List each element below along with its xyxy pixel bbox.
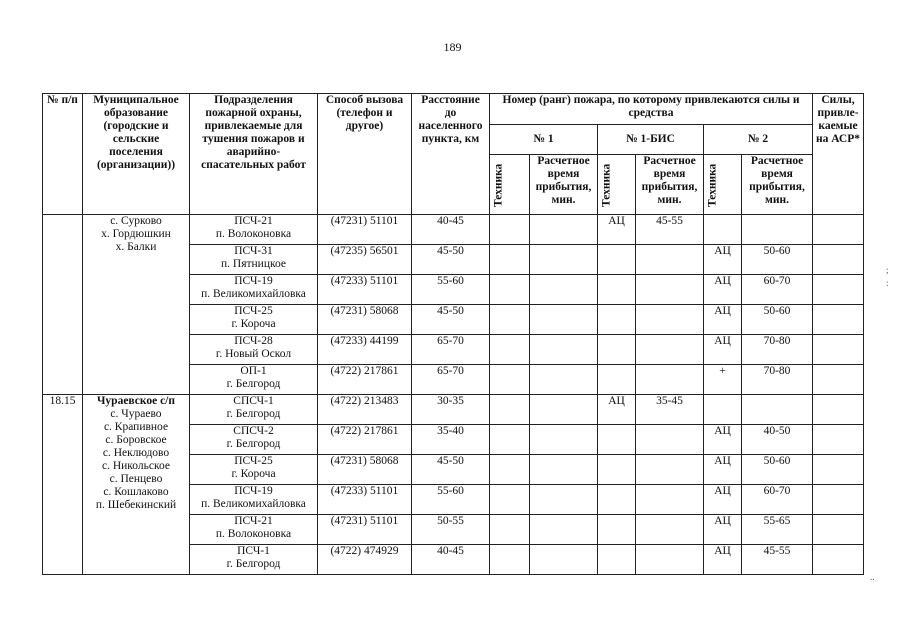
rank2-time-cell: 50-60 xyxy=(742,455,813,485)
rank1bis-tech-cell xyxy=(598,335,636,365)
asr-cell xyxy=(813,455,864,485)
rank1-tech-cell xyxy=(490,485,530,515)
header-asr: Силы, привле-каемые на АСР* xyxy=(813,94,864,215)
rank1-time-cell xyxy=(530,455,598,485)
rank2-tech-cell: АЦ xyxy=(704,335,742,365)
settlement-name: с. Никольское xyxy=(101,460,170,472)
phone-cell: (4722) 213483 xyxy=(318,395,412,425)
rank1-tech-cell xyxy=(490,365,530,395)
unit-name: ПСЧ-1 xyxy=(237,545,270,557)
unit-place: г. Белгород xyxy=(226,378,281,390)
rank1bis-tech-cell xyxy=(598,485,636,515)
rank2-time-cell xyxy=(742,215,813,245)
unit-place: г. Белгород xyxy=(226,558,281,570)
phone-cell: (47235) 56501 xyxy=(318,245,412,275)
rank1bis-time-cell xyxy=(636,545,704,575)
unit-cell xyxy=(190,215,318,245)
unit-place: г. Белгород xyxy=(226,408,281,420)
rank1-time-cell xyxy=(530,365,598,395)
rank2-time-cell: 50-60 xyxy=(742,305,813,335)
rank2-tech-cell xyxy=(704,215,742,245)
rank1-time-cell xyxy=(530,275,598,305)
rank1bis-time-cell: 45-55 xyxy=(636,215,704,245)
header-num: № п/п xyxy=(43,94,83,215)
unit-cell xyxy=(190,305,318,335)
unit-place: г. Белгород xyxy=(226,438,281,450)
unit-cell xyxy=(190,245,318,275)
phone-cell: (47231) 51101 xyxy=(318,215,412,245)
distance-cell: 50-55 xyxy=(412,515,490,545)
unit-name: ПСЧ-21 xyxy=(234,515,273,527)
distance-cell: 45-50 xyxy=(412,305,490,335)
unit-place: п. Волоконовка xyxy=(215,228,292,240)
rank1bis-time-cell xyxy=(636,305,704,335)
asr-cell xyxy=(813,515,864,545)
rank1-time-cell xyxy=(530,425,598,455)
distance-cell: 45-50 xyxy=(412,455,490,485)
unit-name: ОП-1 xyxy=(240,365,267,377)
asr-cell xyxy=(813,215,864,245)
unit-place: п. Великомихайловка xyxy=(201,498,306,510)
settlement-name: с. Боровское xyxy=(105,434,167,446)
header-rank-1: № 1 xyxy=(490,125,598,155)
rank1bis-tech-cell: АЦ xyxy=(598,215,636,245)
phone-cell: (47233) 51101 xyxy=(318,275,412,305)
municipal-title: Чураевское с/п xyxy=(96,395,176,407)
rank1bis-tech-cell xyxy=(598,245,636,275)
rank2-time-cell: 55-65 xyxy=(742,515,813,545)
rank1-tech-cell xyxy=(490,515,530,545)
rank1bis-time-cell xyxy=(636,275,704,305)
unit-name: ПСЧ-31 xyxy=(234,245,273,257)
unit-cell xyxy=(190,455,318,485)
rank1-time-cell xyxy=(530,395,598,425)
rank2-time-cell: 70-80 xyxy=(742,365,813,395)
rank2-time-cell: 45-55 xyxy=(742,545,813,575)
asr-cell xyxy=(813,335,864,365)
header-time-2: Расчетное время прибытия, мин. xyxy=(742,155,813,215)
asr-cell xyxy=(813,245,864,275)
rank1-tech-cell xyxy=(490,245,530,275)
unit-cell xyxy=(190,515,318,545)
unit-place: г. Короча xyxy=(231,318,276,330)
unit-name: СПСЧ-2 xyxy=(233,425,274,437)
unit-cell xyxy=(190,425,318,455)
rank1bis-time-cell: 35-45 xyxy=(636,395,704,425)
table-row xyxy=(43,395,864,425)
header-distance: Расстояние до населенного пункта, км xyxy=(412,94,490,215)
rank1-tech-cell xyxy=(490,545,530,575)
header-tech-2: Техника xyxy=(704,155,742,215)
asr-cell xyxy=(813,395,864,425)
rank2-time-cell: 70-80 xyxy=(742,335,813,365)
rank1bis-time-cell xyxy=(636,515,704,545)
phone-cell: (47231) 51101 xyxy=(318,515,412,545)
settlement-name: с. Чураево xyxy=(110,408,162,420)
rank2-time-cell: 40-50 xyxy=(742,425,813,455)
unit-place: п. Великомихайловка xyxy=(201,288,306,300)
settlement-name: х. Балки xyxy=(115,241,157,253)
rank1-time-cell xyxy=(530,545,598,575)
settlement-name: с. Неклюдово xyxy=(102,447,170,459)
rank1-time-cell xyxy=(530,485,598,515)
rank2-tech-cell: АЦ xyxy=(704,305,742,335)
unit-place: г. Новый Оскол xyxy=(215,348,292,360)
unit-name: ПСЧ-25 xyxy=(234,455,273,467)
rank1-time-cell xyxy=(530,515,598,545)
unit-cell xyxy=(190,395,318,425)
rank1bis-time-cell xyxy=(636,335,704,365)
row-number xyxy=(43,215,83,395)
row-number: 18.15 xyxy=(43,395,83,575)
rank1bis-tech-cell xyxy=(598,425,636,455)
rank1-tech-cell xyxy=(490,275,530,305)
settlement-name: с. Сурково xyxy=(110,215,162,227)
header-call: Способ вызова (телефон и другое) xyxy=(318,94,412,215)
unit-cell xyxy=(190,545,318,575)
unit-name: ПСЧ-21 xyxy=(234,215,273,227)
distance-cell: 35-40 xyxy=(412,425,490,455)
rank2-tech-cell: АЦ xyxy=(704,275,742,305)
phone-cell: (4722) 217861 xyxy=(318,365,412,395)
unit-cell xyxy=(190,335,318,365)
rank1-tech-cell xyxy=(490,335,530,365)
asr-cell xyxy=(813,545,864,575)
unit-cell xyxy=(190,275,318,305)
unit-name: ПСЧ-19 xyxy=(234,275,273,287)
header-time-1bis: Расчетное время прибытия, мин. xyxy=(636,155,704,215)
rank1bis-tech-cell xyxy=(598,455,636,485)
distance-cell: 40-45 xyxy=(412,215,490,245)
rank1bis-tech-cell xyxy=(598,545,636,575)
rank1bis-tech-cell xyxy=(598,365,636,395)
phone-cell: (47233) 51101 xyxy=(318,485,412,515)
header-municipal: Муниципальное образование (городские и сельские поселения (организации)) xyxy=(83,94,190,215)
margin-mark: ; xyxy=(886,265,889,275)
rank1-tech-cell xyxy=(490,305,530,335)
unit-place: п. Пятницкое xyxy=(221,258,286,270)
rank2-time-cell: 60-70 xyxy=(742,275,813,305)
rank1bis-time-cell xyxy=(636,455,704,485)
header-rank-1bis: № 1-БИС xyxy=(598,125,704,155)
rank1bis-tech-cell xyxy=(598,515,636,545)
asr-cell xyxy=(813,365,864,395)
margin-mark: .. xyxy=(870,572,875,582)
header-fire-rank: Номер (ранг) пожара, по которому привлекаются силы и средства xyxy=(490,94,813,125)
unit-name: ПСЧ-25 xyxy=(234,305,273,317)
rank2-time-cell: 50-60 xyxy=(742,245,813,275)
rank1bis-time-cell xyxy=(636,365,704,395)
rank2-tech-cell: АЦ xyxy=(704,245,742,275)
header-rank-2: № 2 xyxy=(704,125,813,155)
unit-name: ПСЧ-28 xyxy=(234,335,273,347)
rank1bis-time-cell xyxy=(636,485,704,515)
distance-cell: 40-45 xyxy=(412,545,490,575)
asr-cell xyxy=(813,485,864,515)
phone-cell: (4722) 217861 xyxy=(318,425,412,455)
rank1bis-tech-cell: АЦ xyxy=(598,395,636,425)
rank2-time-cell: 60-70 xyxy=(742,485,813,515)
rank1-time-cell xyxy=(530,215,598,245)
rank1bis-time-cell xyxy=(636,425,704,455)
unit-place: п. Волоконовка xyxy=(215,528,292,540)
rank1-tech-cell xyxy=(490,425,530,455)
rank2-tech-cell: АЦ xyxy=(704,425,742,455)
asr-cell xyxy=(813,275,864,305)
phone-cell: (47231) 58068 xyxy=(318,455,412,485)
header-time-1: Расчетное время прибытия, мин. xyxy=(530,155,598,215)
municipal-cell xyxy=(83,215,190,395)
rank2-tech-cell: + xyxy=(704,365,742,395)
rank1-time-cell xyxy=(530,305,598,335)
asr-cell xyxy=(813,425,864,455)
settlement-name: п. Шебекинский xyxy=(95,499,177,511)
rank2-tech-cell xyxy=(704,395,742,425)
distance-cell: 45-50 xyxy=(412,245,490,275)
settlement-name: с. Пенцево xyxy=(109,473,163,485)
rank1-time-cell xyxy=(530,335,598,365)
unit-cell xyxy=(190,485,318,515)
margin-mark: : xyxy=(886,278,889,288)
page-number: 189 xyxy=(443,40,462,54)
rank1bis-tech-cell xyxy=(598,275,636,305)
rank1-tech-cell xyxy=(490,215,530,245)
header-tech-1: Техника xyxy=(490,155,530,215)
phone-cell: (4722) 474929 xyxy=(318,545,412,575)
settlement-name: х. Гордюшкин xyxy=(101,228,171,240)
distance-cell: 65-70 xyxy=(412,335,490,365)
asr-cell xyxy=(813,305,864,335)
unit-place: г. Короча xyxy=(231,468,276,480)
rank1bis-time-cell xyxy=(636,245,704,275)
rank1-tech-cell xyxy=(490,455,530,485)
unit-cell xyxy=(190,365,318,395)
rank2-tech-cell: АЦ xyxy=(704,515,742,545)
unit-name: СПСЧ-1 xyxy=(233,395,274,407)
rank1bis-tech-cell xyxy=(598,305,636,335)
header-units: Подразделения пожарной охраны, привлекаемые для тушения пожаров и аварийно-спасательных работ xyxy=(190,94,318,215)
rank2-tech-cell: АЦ xyxy=(704,545,742,575)
phone-cell: (47231) 58068 xyxy=(318,305,412,335)
unit-name: ПСЧ-19 xyxy=(234,485,273,497)
distance-cell: 55-60 xyxy=(412,275,490,305)
settlement-name: с. Кошлаково xyxy=(103,486,169,498)
settlement-name: с. Крапивное xyxy=(103,421,169,433)
rank1-time-cell xyxy=(530,245,598,275)
rank1-tech-cell xyxy=(490,395,530,425)
rank2-time-cell xyxy=(742,395,813,425)
distance-cell: 55-60 xyxy=(412,485,490,515)
table-row xyxy=(43,215,864,245)
header-tech-1bis: Техника xyxy=(598,155,636,215)
municipal-cell xyxy=(83,395,190,575)
distance-cell: 65-70 xyxy=(412,365,490,395)
rank2-tech-cell: АЦ xyxy=(704,455,742,485)
fire-forces-table xyxy=(42,93,864,575)
rank2-tech-cell: АЦ xyxy=(704,485,742,515)
distance-cell: 30-35 xyxy=(412,395,490,425)
phone-cell: (47233) 44199 xyxy=(318,335,412,365)
